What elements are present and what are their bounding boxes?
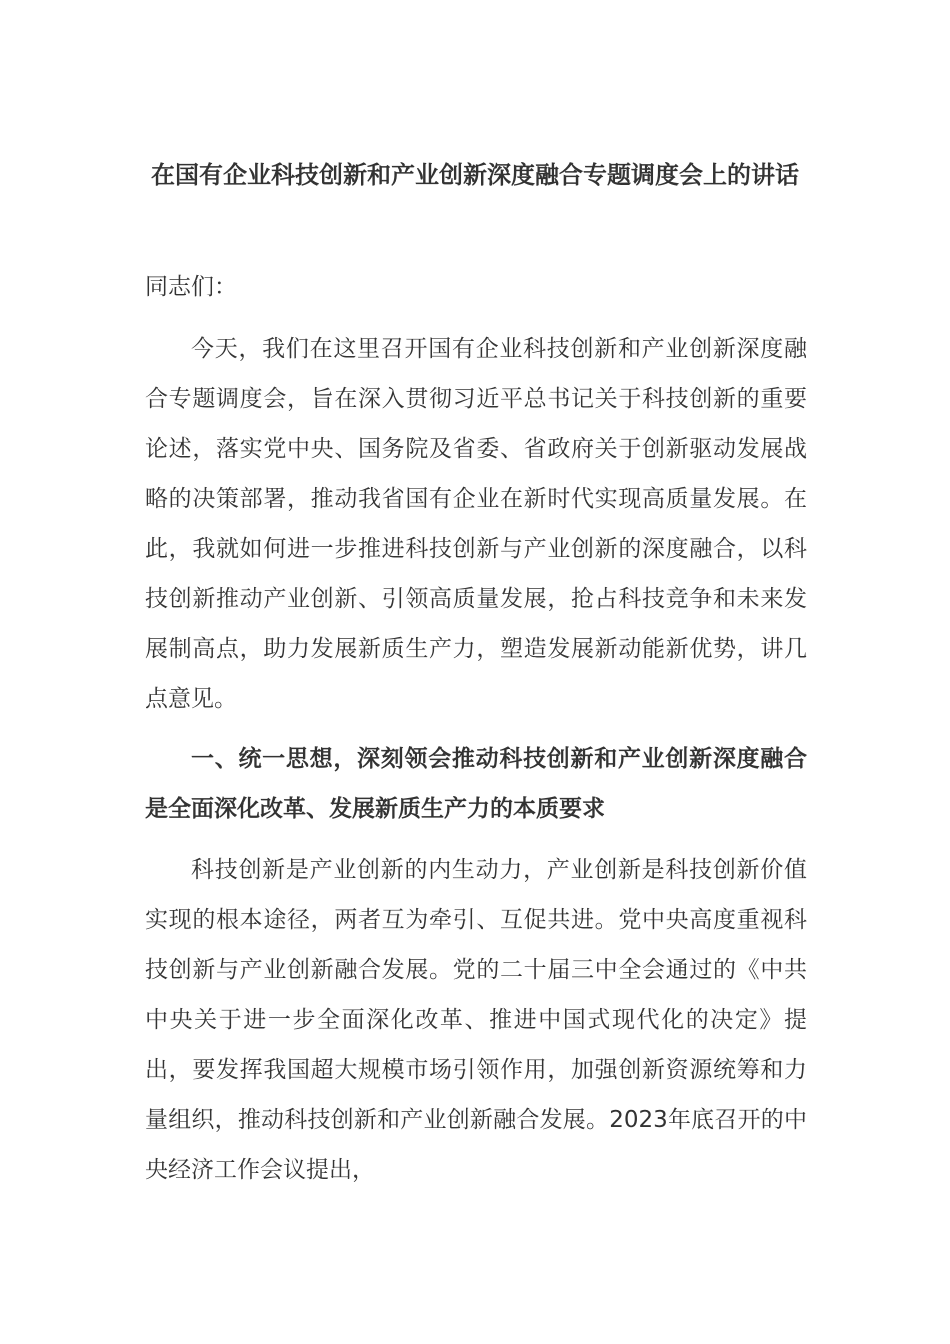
paragraph-intro: 今天，我们在这里召开国有企业科技创新和产业创新深度融合专题调度会，旨在深入贯彻习近平总书记关于科技创新的重要论述，落实党中央、国务院及省委、省政府关于创新驱动发展战略的决策部署，推动我省国有企业在新时代实现高质量发展。在此，我就如何进一步推进科技创新与产业创新的深度融合，以科技创新推动产业创新、引领高质量发展，抢占科技竞争和未来发展制高点，助力发展新质生产力，塑造发展新动能新优势，讲几点意见。: [145, 336, 807, 712]
document-title: 在国有企业科技创新和产业创新深度融合专题调度会上的讲话: [151, 161, 799, 189]
section-heading-1: 一、统一思想，深刻领会推动科技创新和产业创新深度融合是全面深化改革、发展新质生产力的本质要求: [145, 746, 807, 822]
salutation: 同志们：: [145, 274, 237, 300]
paragraph-section-1: 科技创新是产业创新的内生动力，产业创新是科技创新价值实现的根本途径，两者互为牵引、互促共进。党中央高度重视科技创新与产业创新融合发展。党的二十届三中全会通过的《中共中央关于进一步全面深化改革、推进中国式现代化的决定》提出，要发挥我国超大规模市场引领作用，加强创新资源统筹和力量组织，推动科技创新和产业创新融合发展。2023年底召开的中央经济工作会议提出，: [145, 857, 807, 1183]
